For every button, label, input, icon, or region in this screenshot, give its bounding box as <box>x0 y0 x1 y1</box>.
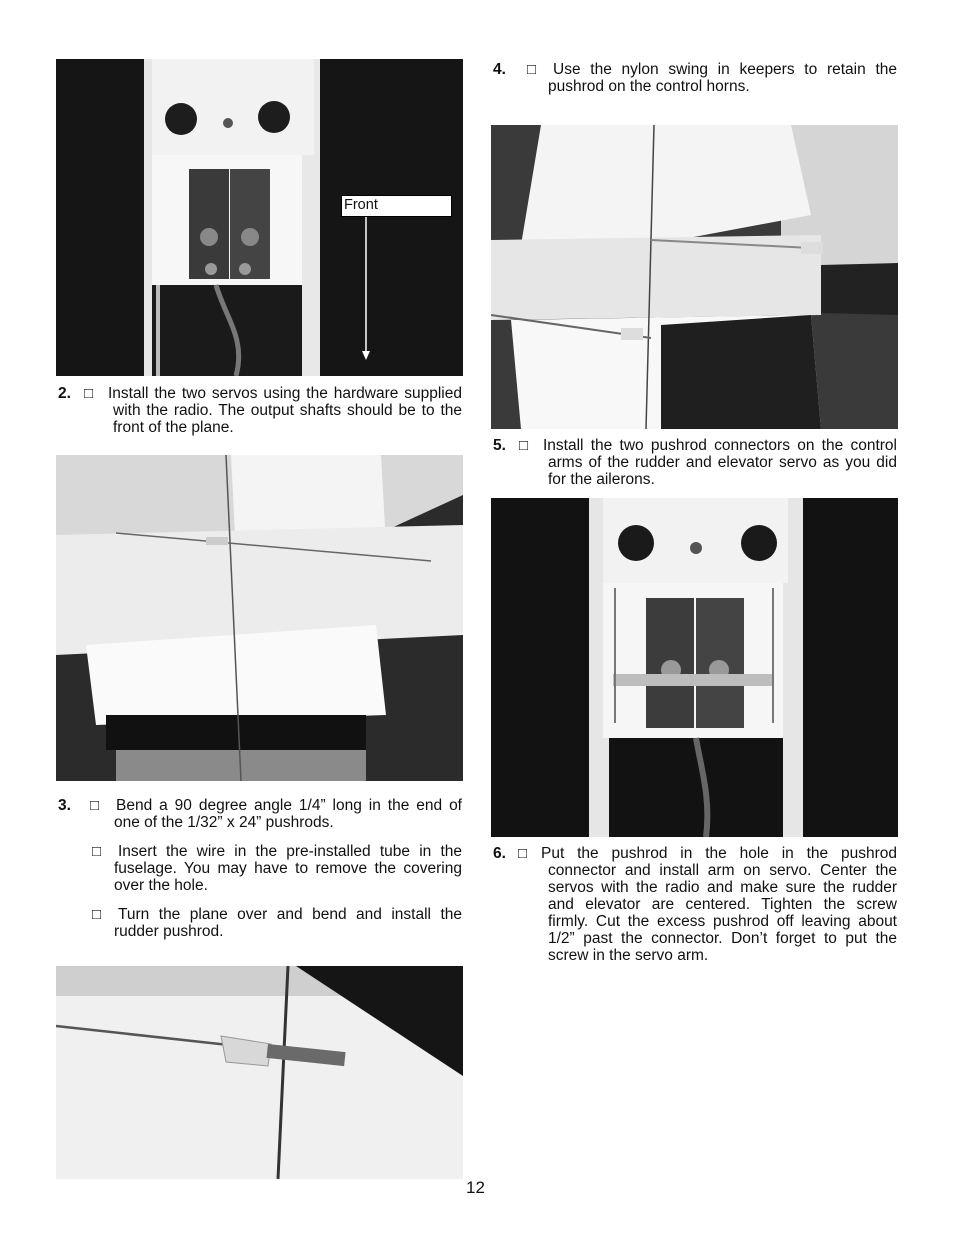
servo-tray-photo <box>56 59 463 376</box>
step-3-substep-1 <box>92 843 462 894</box>
page-number: 12 <box>466 1178 485 1197</box>
tail-pushrod-photo <box>56 455 463 781</box>
checkbox-icon[interactable]: □ <box>90 797 100 814</box>
checkbox-icon[interactable]: □ <box>518 845 528 862</box>
step-4 <box>493 61 897 95</box>
control-horn-keepers-photo <box>491 125 898 429</box>
checkbox-icon[interactable]: □ <box>84 385 94 402</box>
step-3 <box>58 797 462 831</box>
step-number: 6. <box>493 845 506 862</box>
substep-text: Turn the plane over and bend and install the rudder pushrod. <box>114 906 462 940</box>
checkbox-icon[interactable]: □ <box>92 843 102 860</box>
checkbox-icon[interactable]: □ <box>519 437 529 454</box>
rudder-horn-photo <box>56 966 463 1179</box>
step-number: 5. <box>493 437 506 454</box>
substep-text: Insert the wire in the pre-installed tube in the fuselage. You may have to remove the covering over the hole. <box>114 843 462 894</box>
step-text: Install the two servos using the hardware supplied with the radio. The output shafts should be to the front of the plane. <box>108 385 462 436</box>
front-callout: Front <box>341 195 452 217</box>
step-number: 2. <box>58 385 71 402</box>
step-6 <box>493 845 897 964</box>
step-5 <box>493 437 897 488</box>
step-text: Install the two pushrod connectors on the control arms of the rudder and elevator servo as you did for the ailerons. <box>543 437 897 488</box>
step-text: Put the pushrod in the hole in the pushrod connector and install arm on servo. Center the servos with the radio and make sure the rudder and elevator are centered. Tighten the screw firmly. Cut the excess pushrod off leaving about 1/2” past the connector. Don’t forget to put the screw in the servo arm. <box>541 845 897 964</box>
servo-arms-photo <box>491 498 898 837</box>
step-3-substep-2 <box>92 906 462 940</box>
step-2 <box>58 385 462 436</box>
checkbox-icon[interactable]: □ <box>92 906 102 923</box>
step-number: 4. <box>493 61 506 78</box>
checkbox-icon[interactable]: □ <box>527 61 537 78</box>
step-text: Use the nylon swing in keepers to retain the pushrod on the control horns. <box>548 61 897 95</box>
step-number: 3. <box>58 797 71 814</box>
step-text: Bend a 90 degree angle 1/4” long in the end of one of the 1/32” x 24” pushrods. <box>114 797 462 831</box>
